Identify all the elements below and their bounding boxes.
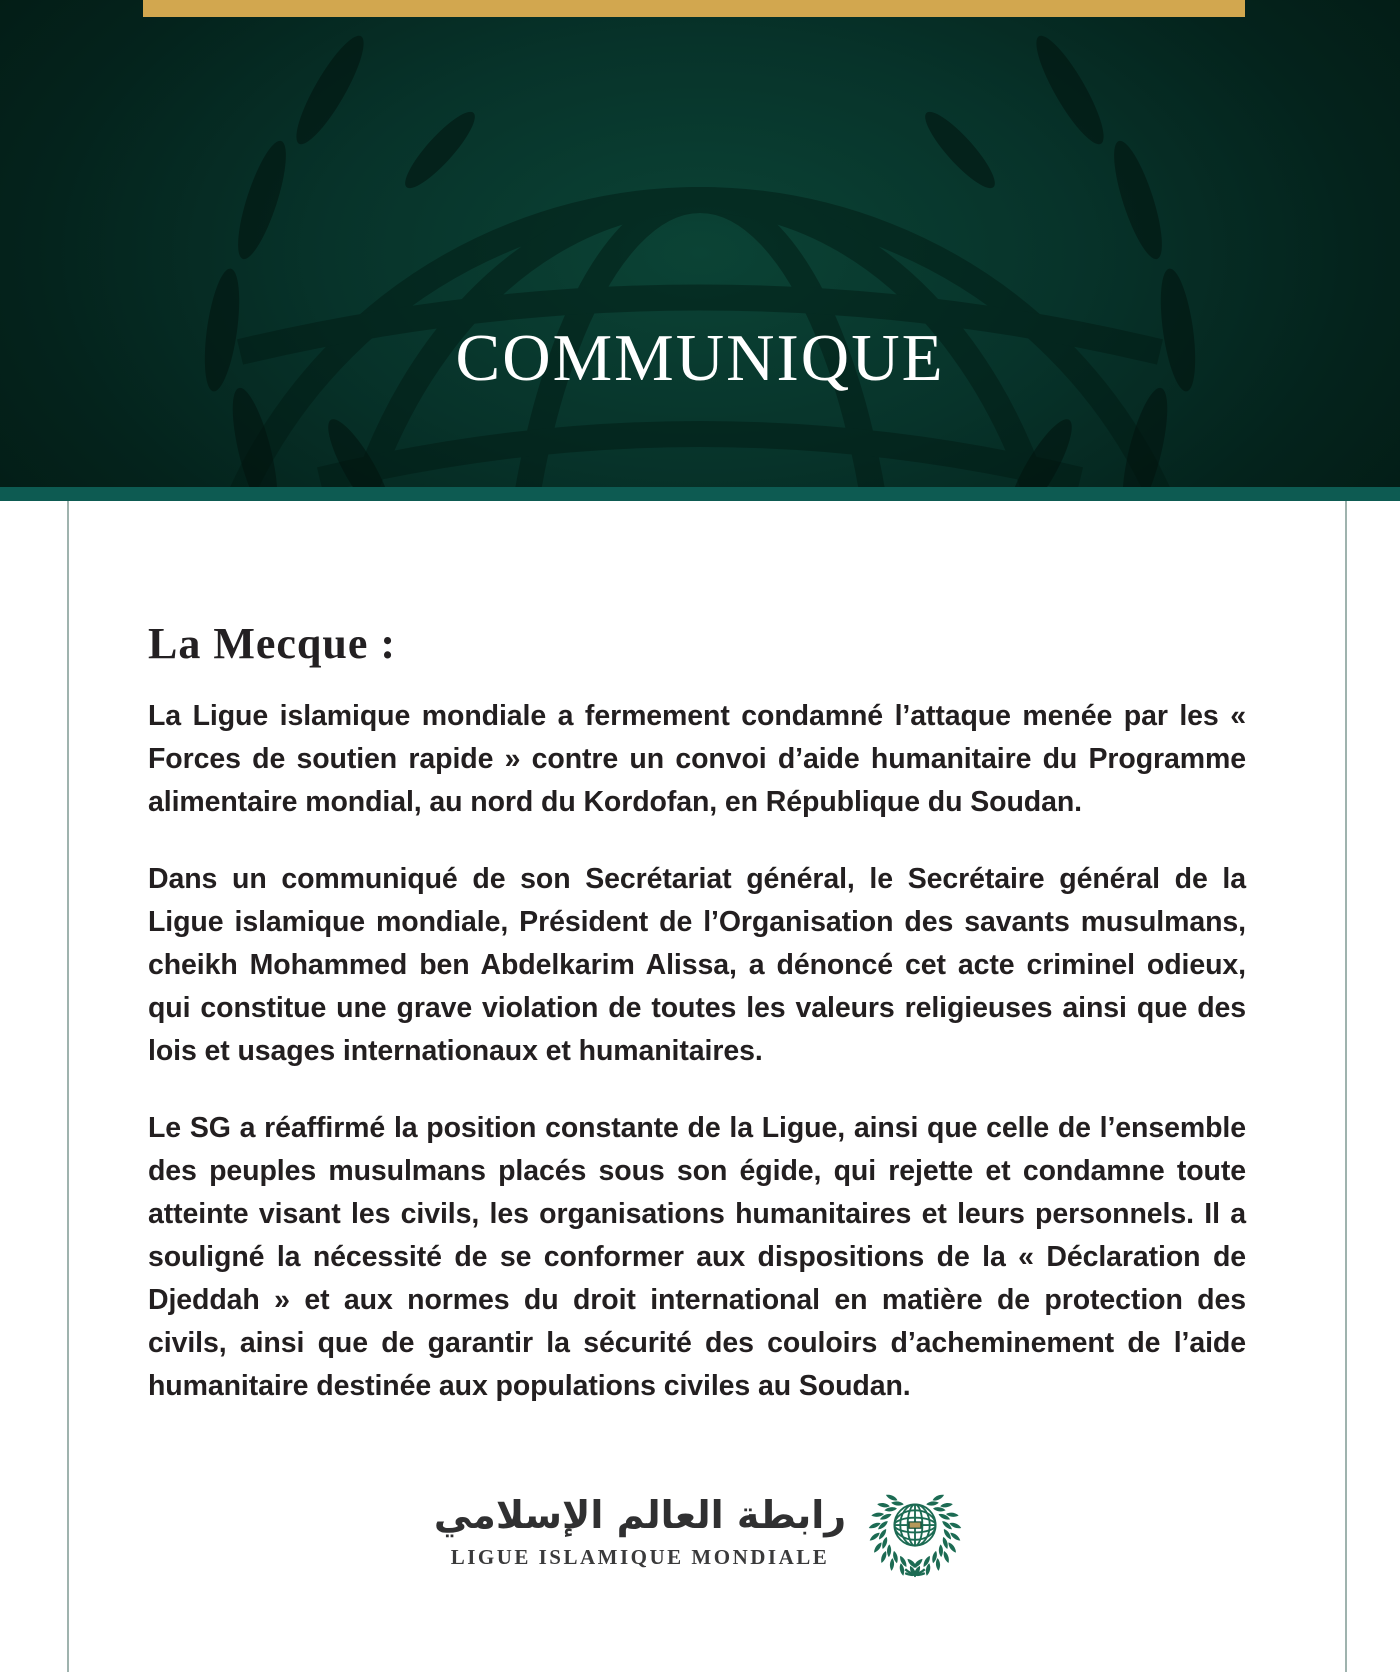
text-line: lois et usages internationaux et humanitaires.	[148, 1035, 763, 1067]
text-line: des peuples musulmans placés sous son égide, qui rejette et condamne toute	[148, 1155, 1246, 1187]
text-line: cheikh Mohammed ben Abdelkarim Alissa, a dénoncé cet acte criminel odieux,	[148, 949, 1246, 981]
text-line: alimentaire mondial, au nord du Kordofan, en République du Soudan.	[148, 786, 1082, 818]
text-line: qui constitue une grave violation de toutes les valeurs religieuses ainsi que des	[148, 992, 1246, 1024]
mwl-emblem-icon	[864, 1478, 966, 1580]
organization-logo	[0, 1478, 1400, 1580]
header-banner	[0, 0, 1400, 487]
text-line: civils, ainsi que de garantir la sécurité des couloirs d’acheminement de l’aide	[148, 1327, 1246, 1359]
paragraph-1	[148, 695, 1246, 824]
document-body	[148, 501, 1246, 1408]
gold-accent-bar	[143, 0, 1245, 17]
text-line: humanitaire destinée aux populations civiles au Soudan.	[148, 1370, 911, 1402]
text-line: Ligue islamique mondiale, Président de l’Organisation des savants musulmans,	[148, 906, 1246, 938]
teal-divider	[0, 487, 1400, 501]
text-line: atteinte visant les civils, les organisations humanitaires et leurs personnels. Il a	[148, 1198, 1246, 1230]
header-decoration-icon	[0, 0, 1400, 487]
logo-text-block	[434, 1489, 846, 1570]
text-line: Le SG a réaffirmé la position constante de la Ligue, ainsi que celle de l’ensemble	[148, 1112, 1246, 1144]
text-line: Djeddah » et aux normes du droit international en matière de protection des	[148, 1284, 1246, 1316]
text-line: Forces de soutien rapide » contre un convoi d’aide humanitaire du Programme	[148, 743, 1246, 775]
text-line: Dans un communiqué de son Secrétariat général, le Secrétaire général de la	[148, 863, 1246, 895]
dateline-heading: La Mecque :	[148, 619, 397, 668]
text-line: souligné la nécessité de se conformer aux dispositions de la « Déclaration de	[148, 1241, 1246, 1273]
paragraph-3	[148, 1107, 1246, 1408]
logo-arabic-calligraphy: رابطة العالم الإسلامي	[433, 1492, 847, 1537]
logo-caption: LIGUE ISLAMIQUE MONDIALE	[450, 1544, 830, 1569]
page-title: COMMUNIQUE	[455, 321, 945, 395]
text-line: La Ligue islamique mondiale a fermement condamné l’attaque menée par les «	[148, 700, 1246, 732]
kaaba-band-icon	[909, 1522, 921, 1528]
paragraph-2	[148, 858, 1246, 1073]
